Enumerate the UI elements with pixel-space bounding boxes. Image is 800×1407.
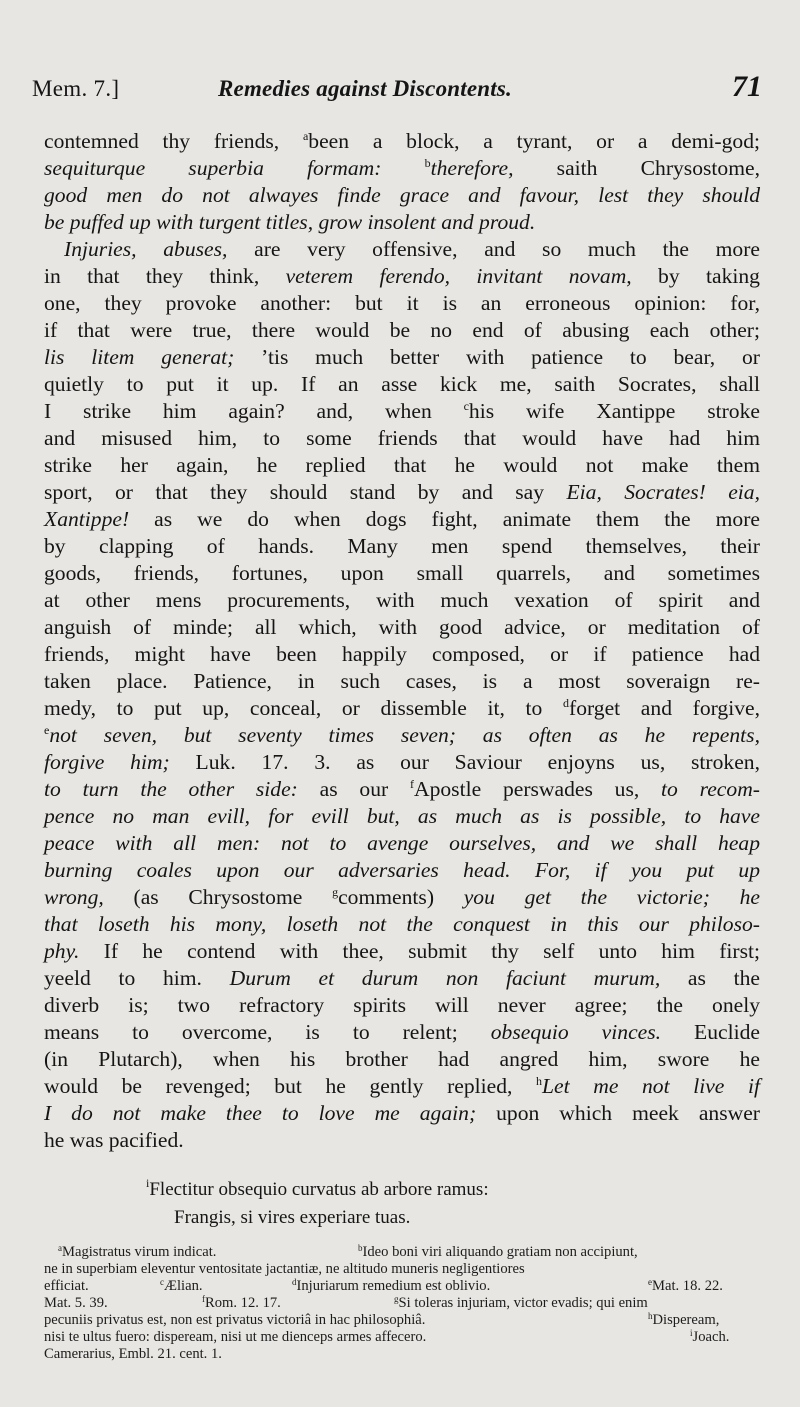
text-run: to recom- bbox=[661, 777, 760, 801]
text-run: you get the victorie; he bbox=[463, 885, 760, 909]
text-run: his wife Xantippe stroke bbox=[468, 399, 760, 423]
text-line bbox=[44, 992, 760, 1019]
footnote-continuation: pecuniis privatus est, non est privatus victoriâ in hac philosophiâ. bbox=[44, 1312, 426, 1328]
footnote-continuation: Camerarius, Embl. 21. cent. 1. bbox=[44, 1346, 222, 1362]
footnote-marker: i bbox=[146, 1176, 150, 1190]
text-run: taken place. Patience, in such cases, is a most soveraign re- bbox=[44, 669, 760, 693]
text-run: to turn the other side: bbox=[44, 777, 298, 801]
text-line bbox=[44, 263, 760, 290]
text-run: anguish of minde; all which, with good advice, or meditation of bbox=[44, 615, 760, 639]
section-reference: Mem. 7.] bbox=[32, 76, 120, 101]
text-line bbox=[44, 1127, 760, 1154]
text-run: Euclide bbox=[661, 1020, 760, 1044]
footnote: $^h$Dispeream, bbox=[648, 1311, 720, 1328]
page-number: 71 bbox=[732, 70, 762, 103]
verse-line: Frangis, si vires experiare tuas. bbox=[174, 1207, 411, 1228]
footnote: $^f$Rom. 12. 17. bbox=[202, 1294, 281, 1311]
text-run: strike her again, he replied that he would not make them bbox=[44, 453, 760, 477]
text-run: burning coales upon our adversaries head. For, if you put up bbox=[44, 858, 760, 882]
text-run: by taking bbox=[631, 264, 760, 288]
footnote-continuation: Mat. 5. 39. bbox=[44, 1295, 108, 1311]
text-run: ’tis much better with patience to bear, or bbox=[234, 345, 760, 369]
text-run: sequiturque superbia formam: bbox=[44, 156, 425, 180]
text-line bbox=[44, 533, 760, 560]
text-line bbox=[44, 371, 760, 398]
footnote-marker: g bbox=[332, 885, 339, 899]
text-run: as our bbox=[297, 777, 410, 801]
text-line bbox=[44, 128, 760, 155]
text-run: contemned thy friends, bbox=[44, 129, 303, 153]
text-run: If he contend with thee, submit thy self unto him first; bbox=[79, 939, 760, 963]
text-line bbox=[44, 209, 760, 236]
running-title: Remedies against Discontents. bbox=[218, 76, 512, 101]
text-run: obsequio vinces. bbox=[490, 1020, 662, 1044]
footnotes bbox=[44, 1244, 760, 1363]
text-line bbox=[44, 506, 760, 533]
text-run: medy, to put up, conceal, or dissemble it, to bbox=[44, 696, 563, 720]
footnote: $^g$Si toleras injuriam, victor evadis; qui enim bbox=[394, 1294, 648, 1311]
text-run: Durum et durum non faciunt murum, bbox=[229, 966, 661, 990]
text-line bbox=[44, 776, 760, 803]
text-run: pence no man evill, for evill but, as much as is possible, to have bbox=[44, 804, 760, 828]
text-line bbox=[44, 182, 760, 209]
text-run: yeeld to him. bbox=[44, 966, 230, 990]
footnote-marker: c bbox=[463, 399, 469, 413]
footnote-continuation: efficiat. bbox=[44, 1278, 89, 1294]
footnote: $^a$Magistratus virum indicat. bbox=[58, 1243, 217, 1260]
text-run: Apostle perswades us, bbox=[413, 777, 662, 801]
text-line bbox=[44, 965, 760, 992]
footnote-marker: f bbox=[409, 777, 414, 791]
text-line bbox=[44, 155, 760, 182]
text-run: upon which meek answer bbox=[476, 1101, 760, 1125]
text-line bbox=[44, 344, 760, 371]
text-run: peace with all men: not to avenge ourselves, and we shall heap bbox=[44, 831, 760, 855]
text-line bbox=[44, 398, 760, 425]
text-line bbox=[44, 452, 760, 479]
footnote-marker: e bbox=[44, 723, 50, 737]
text-line bbox=[44, 1100, 760, 1127]
text-line bbox=[44, 479, 760, 506]
text-run: by clapping of hands. Many men spend themselves, their bbox=[44, 534, 760, 558]
text-run: saith Chrysostome, bbox=[513, 156, 760, 180]
text-line bbox=[44, 722, 760, 749]
text-line bbox=[44, 911, 760, 938]
text-run: not seven, but seventy times seven; as often as he repents, bbox=[49, 723, 760, 747]
text-run: veterem ferendo, invitant novam, bbox=[285, 264, 632, 288]
main-text bbox=[44, 128, 760, 1154]
text-run: good men do not alwayes finde grace and favour, lest they should bbox=[44, 183, 760, 207]
text-line bbox=[44, 1073, 760, 1100]
text-run: at other mens procurements, with much vexation of spirit and bbox=[44, 588, 760, 612]
text-run: friends, might have been happily composed, or if patience had bbox=[44, 642, 760, 666]
footnote-continuation: ne in superbiam eleventur ventositate jactantiæ, ne altitudo muneris negligentiores bbox=[44, 1261, 525, 1277]
footnote: $^b$Ideo boni viri aliquando gratiam non accipiunt, bbox=[358, 1243, 638, 1260]
text-run: (as Chrysostome bbox=[103, 885, 333, 909]
text-run: Xantippe! bbox=[44, 507, 130, 531]
text-line bbox=[44, 938, 760, 965]
footnote: $^i$Joach. bbox=[690, 1328, 730, 1345]
footnote-marker: b bbox=[424, 156, 431, 170]
text-run: I strike him again? and, when bbox=[44, 399, 464, 423]
text-line bbox=[44, 830, 760, 857]
text-run: in that they think, bbox=[44, 264, 286, 288]
footnote-marker: h bbox=[536, 1074, 543, 1088]
text-line bbox=[44, 857, 760, 884]
text-line bbox=[44, 425, 760, 452]
footnote-marker: d bbox=[563, 696, 569, 710]
text-run: that loseth his mony, loseth not the conquest in this our philoso- bbox=[44, 912, 760, 936]
text-run: are very offensive, and so much the more bbox=[227, 237, 761, 261]
text-run: diverb is; two refractory spirits will never agree; the onely bbox=[44, 993, 760, 1017]
footnote: $^c$Ælian. bbox=[160, 1277, 203, 1294]
text-line bbox=[44, 587, 760, 614]
text-line bbox=[44, 560, 760, 587]
text-run: forgive him; bbox=[44, 750, 170, 774]
text-line bbox=[44, 290, 760, 317]
text-line bbox=[44, 668, 760, 695]
text-run: phy. bbox=[44, 939, 80, 963]
text-line bbox=[44, 1046, 760, 1073]
footnote: $^d$Injuriarum remedium est oblivio. bbox=[292, 1277, 491, 1294]
text-run: been a block, a tyrant, or a demi-god; bbox=[308, 129, 760, 153]
text-line bbox=[44, 317, 760, 344]
text-run: lis litem generat; bbox=[44, 345, 235, 369]
text-run: Eia, Socrates! eia, bbox=[566, 480, 760, 504]
text-run: as we do when dogs fight, animate them the more bbox=[129, 507, 760, 531]
text-line bbox=[44, 884, 760, 911]
text-run: Injuries, abuses, bbox=[64, 237, 228, 261]
text-run: comments) bbox=[338, 885, 464, 909]
text-run: sport, or that they should stand by and say bbox=[44, 480, 567, 504]
text-line bbox=[44, 614, 760, 641]
text-run: one, they provoke another: but it is an erroneous opinion: for, bbox=[44, 291, 760, 315]
text-run: goods, friends, fortunes, upon small quarrels, and sometimes bbox=[44, 561, 760, 585]
text-run: Luk. 17. 3. as our Saviour enjoyns us, stroken, bbox=[169, 750, 760, 774]
text-line bbox=[44, 1019, 760, 1046]
text-run: Let me not live if bbox=[542, 1074, 760, 1098]
text-run: he was pacified. bbox=[44, 1128, 184, 1152]
text-run: be puffed up with turgent titles, grow insolent and proud. bbox=[44, 210, 536, 234]
text-run: if that were true, there would be no end of abusing each other; bbox=[44, 318, 760, 342]
text-run: would be revenged; but he gently replied, bbox=[44, 1074, 537, 1098]
footnote: $^e$Mat. 18. 22. bbox=[648, 1277, 723, 1294]
running-header bbox=[32, 70, 762, 114]
text-run: I do not make thee to love me again; bbox=[44, 1101, 477, 1125]
text-run: therefore, bbox=[430, 156, 514, 180]
text-run: means to overcome, is to relent; bbox=[44, 1020, 491, 1044]
text-run: as the bbox=[660, 966, 760, 990]
verse-quotation bbox=[146, 1176, 666, 1232]
verse-line: Flectitur obsequio curvatus ab arbore ramus: bbox=[149, 1179, 489, 1200]
text-line bbox=[44, 803, 760, 830]
text-run: forget and forgive, bbox=[569, 696, 760, 720]
text-run: quietly to put it up. If an asse kick me, saith Socrates, shall bbox=[44, 372, 760, 396]
text-line bbox=[44, 695, 760, 722]
text-line bbox=[44, 641, 760, 668]
text-run: wrong, bbox=[44, 885, 104, 909]
text-run: (in Plutarch), when his brother had angred him, swore he bbox=[44, 1047, 760, 1071]
footnote-continuation: nisi te ultus fuero: dispeream, nisi ut me dienceps armes affecero. bbox=[44, 1329, 427, 1345]
text-run: and misused him, to some friends that would have had him bbox=[44, 426, 760, 450]
text-line bbox=[44, 236, 760, 263]
text-line bbox=[44, 749, 760, 776]
footnote-marker: a bbox=[302, 129, 309, 143]
